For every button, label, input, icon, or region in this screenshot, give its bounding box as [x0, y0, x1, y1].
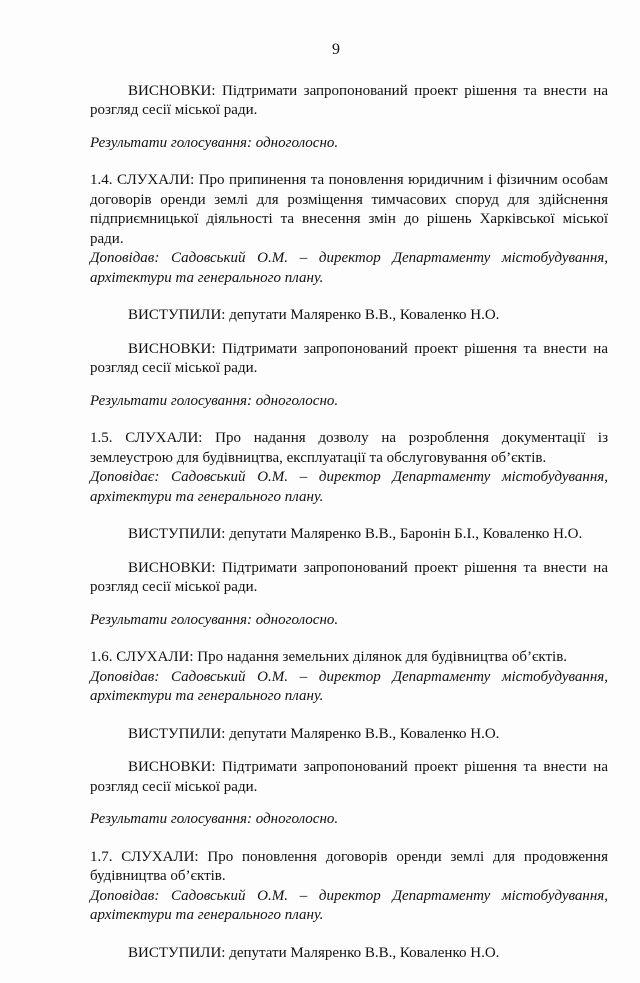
- agenda-item-1-5-speakers: ВИСТУПИЛИ: депутати Маляренко В.В., Баронін Б.І., Коваленко Н.О.: [128, 526, 583, 542]
- agenda-item-1-7-heard: 1.7. СЛУХАЛИ: Про поновлення договорів оренди землі для продовження будівництва об’єктів.: [90, 848, 608, 884]
- page-number: 9: [332, 41, 340, 58]
- agenda-item-1-6-voting: Результати голосування: одноголосно.: [90, 811, 339, 827]
- agenda-item-1-4-speaker: Доповідав: Садовський О.М. – директор Департаменту містобудування, архітектури та генерального плану.: [90, 250, 608, 286]
- agenda-item-1-6-speakers: ВИСТУПИЛИ: депутати Маляренко В.В., Коваленко Н.О.: [128, 725, 500, 742]
- agenda-item-1-6-heard: 1.6. СЛУХАЛИ: Про надання земельних ділянок для будівництва об’єктів.: [90, 649, 568, 665]
- conclusions-paragraph: ВИСНОВКИ: Підтримати запропонований проект рішення та внести на розгляд сесії міської ради.: [90, 82, 608, 118]
- agenda-item-1-7-speaker: Доповідав: Садовський О.М. – директор Департаменту містобудування, архітектури та генерального плану.: [90, 887, 608, 923]
- agenda-item-1-4-heard: 1.4. СЛУХАЛИ: Про припинення та поновлення юридичним і фізичним особам договорів оренди землі для розміщення тимчасових споруд для здійснення підприємницької діяльності та внесення змін до рішень Харківської міської ради.: [90, 172, 608, 247]
- agenda-item-1-4-voting: Результати голосування: одноголосно.: [90, 392, 339, 409]
- agenda-item-1-6-conclusions: ВИСНОВКИ: Підтримати запропонований проект рішення та внести на розгляд сесії міської ради.: [90, 759, 608, 795]
- agenda-item-1-5-heard: 1.5. СЛУХАЛИ: Про надання дозволу на розроблення документації із землеустрою для будівництва, експлуатації та обслуговування об’єктів.: [90, 430, 608, 466]
- agenda-item-1-4-speakers: ВИСТУПИЛИ: депутати Маляренко В.В., Коваленко Н.О.: [128, 307, 500, 323]
- voting-result: Результати голосування: одноголосно.: [90, 134, 339, 151]
- agenda-item-1-7-speakers: ВИСТУПИЛИ: депутати Маляренко В.В., Коваленко Н.О.: [128, 944, 500, 961]
- agenda-item-1-5-conclusions: ВИСНОВКИ: Підтримати запропонований проект рішення та внести на розгляд сесії міської ради.: [90, 559, 608, 595]
- agenda-item-1-4-conclusions: ВИСНОВКИ: Підтримати запропонований проект рішення та внести на розгляд сесії міської ради.: [90, 340, 608, 376]
- agenda-item-1-6-speaker: Доповідав: Садовський О.М. – директор Департаменту містобудування, архітектури та генерального плану.: [90, 668, 608, 704]
- agenda-item-1-5-speaker: Доповідає: Садовський О.М. – директор Департаменту містобудування, архітектури та генерального плану.: [90, 469, 608, 505]
- agenda-item-1-5-voting: Результати голосування: одноголосно.: [90, 611, 339, 628]
